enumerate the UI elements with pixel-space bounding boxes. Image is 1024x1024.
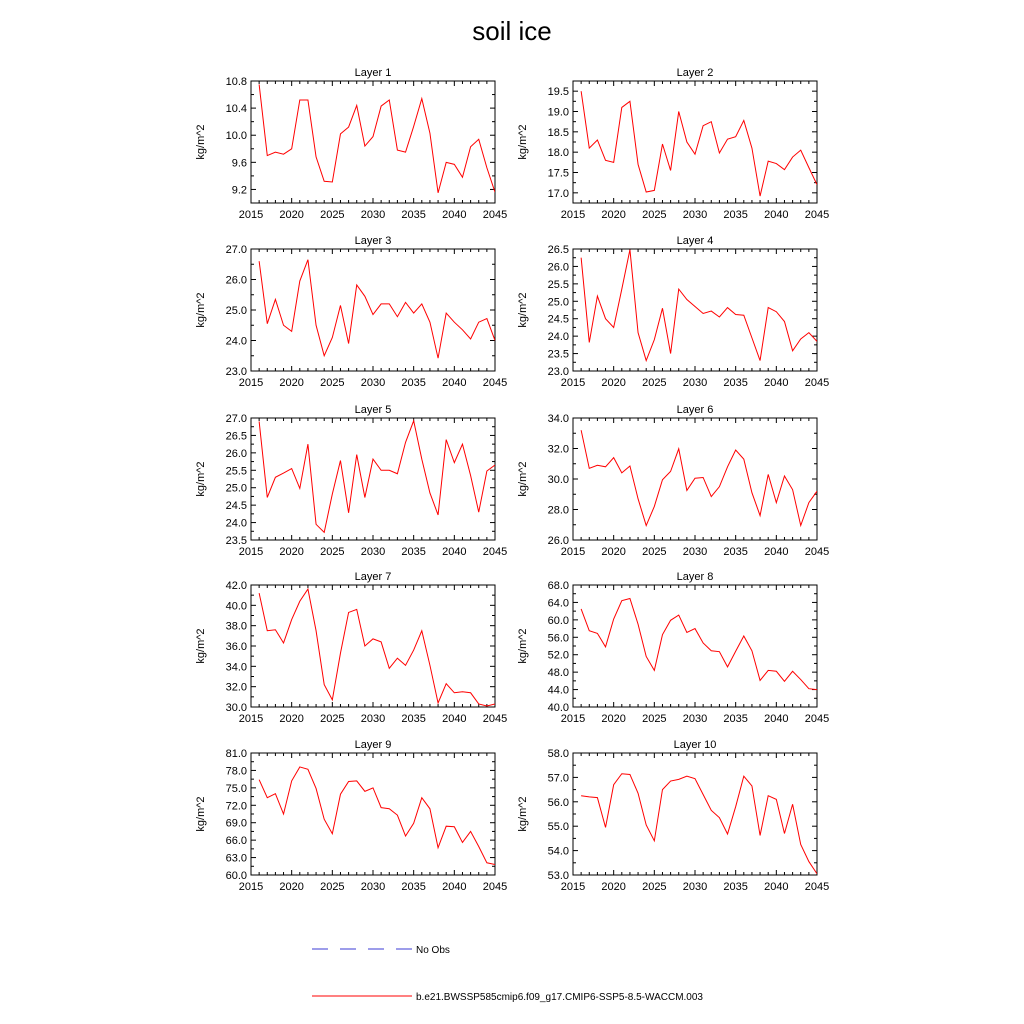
series-line [259, 589, 495, 706]
y-tick-label: 25.5 [225, 465, 247, 478]
x-tick-label: 2025 [642, 546, 667, 558]
x-tick-label: 2020 [279, 881, 304, 893]
series-line [581, 430, 817, 525]
y-tick-label: 40.0 [225, 600, 247, 613]
y-tick-label: 23.0 [547, 366, 569, 378]
x-tick-label: 2040 [764, 377, 789, 389]
plot-frame [251, 418, 495, 540]
y-tick-label: 18.5 [547, 126, 569, 139]
x-tick-label: 2015 [560, 881, 586, 893]
x-tick-label: 2040 [764, 713, 789, 725]
plot-frame [573, 753, 817, 875]
y-tick-label: 24.5 [225, 500, 247, 513]
panel-title: Layer 9 [354, 739, 392, 751]
x-tick-label: 2025 [320, 546, 345, 558]
x-tick-label: 2030 [682, 713, 708, 725]
chart-panel-9 [195, 739, 507, 893]
y-tick-label: 40.0 [547, 702, 569, 714]
y-tick-label: 52.0 [547, 649, 569, 662]
panel-title: Layer 7 [354, 571, 392, 583]
y-tick-label: 53.0 [547, 870, 569, 882]
x-tick-label: 2020 [601, 377, 626, 389]
x-tick-label: 2040 [442, 881, 467, 893]
y-tick-label: 23.5 [547, 348, 569, 361]
x-tick-label: 2020 [279, 713, 304, 725]
x-tick-label: 2020 [601, 881, 626, 893]
chart-panel-6 [517, 404, 829, 558]
y-tick-label: 34.0 [547, 413, 569, 425]
x-tick-label: 2045 [482, 881, 508, 893]
y-axis-label: kg/m^2 [517, 461, 529, 497]
y-tick-label: 60.0 [225, 870, 247, 882]
y-tick-label: 69.0 [225, 817, 247, 830]
x-tick-label: 2020 [279, 377, 304, 389]
y-tick-label: 9.6 [231, 157, 247, 170]
y-tick-label: 66.0 [225, 835, 247, 848]
plot-frame [573, 249, 817, 371]
y-axis-label: kg/m^2 [517, 628, 529, 664]
x-tick-label: 2035 [723, 713, 748, 725]
x-tick-label: 2035 [723, 546, 748, 558]
panel-title: Layer 10 [673, 739, 717, 751]
y-tick-label: 30.0 [547, 474, 569, 486]
x-tick-label: 2030 [360, 377, 386, 389]
y-tick-label: 10.4 [225, 103, 247, 116]
y-tick-label: 56.0 [547, 796, 569, 809]
y-tick-label: 26.5 [547, 244, 569, 256]
y-tick-label: 24.0 [225, 517, 247, 530]
y-tick-label: 17.5 [547, 167, 569, 180]
x-tick-label: 2045 [482, 713, 508, 725]
panel-title: Layer 4 [676, 235, 714, 247]
x-tick-label: 2045 [482, 209, 508, 221]
x-tick-label: 2040 [442, 209, 467, 221]
x-tick-label: 2045 [804, 713, 830, 725]
y-tick-label: 58.0 [547, 748, 569, 760]
panel-title: Layer 6 [676, 404, 714, 416]
y-axis-label: kg/m^2 [195, 796, 207, 832]
series-line [259, 260, 495, 359]
y-tick-label: 28.0 [547, 504, 569, 517]
x-tick-label: 2025 [320, 881, 345, 893]
x-tick-label: 2035 [401, 546, 426, 558]
x-tick-label: 2040 [442, 713, 467, 725]
chart-panel-3 [195, 235, 507, 389]
x-tick-label: 2035 [723, 209, 748, 221]
y-tick-label: 56.0 [547, 632, 569, 645]
plot-frame [573, 585, 817, 707]
y-tick-label: 34.0 [225, 661, 247, 674]
x-tick-label: 2035 [401, 377, 426, 389]
chart-panel-5 [195, 404, 507, 558]
x-tick-label: 2025 [642, 377, 667, 389]
y-tick-label: 72.0 [225, 800, 247, 813]
y-tick-label: 23.5 [225, 535, 247, 547]
chart-panel-1 [195, 67, 507, 221]
x-tick-label: 2025 [320, 713, 345, 725]
x-tick-label: 2020 [601, 209, 626, 221]
x-tick-label: 2015 [560, 377, 586, 389]
plot-frame [573, 81, 817, 203]
y-tick-label: 32.0 [225, 681, 247, 694]
y-tick-label: 38.0 [225, 620, 247, 633]
x-tick-label: 2035 [401, 881, 426, 893]
y-axis-label: kg/m^2 [517, 292, 529, 328]
y-tick-label: 68.0 [547, 580, 569, 592]
y-tick-label: 26.0 [547, 261, 569, 274]
x-tick-label: 2030 [682, 377, 708, 389]
y-tick-label: 25.5 [547, 278, 569, 291]
plot-frame [251, 753, 495, 875]
x-tick-label: 2025 [642, 209, 667, 221]
y-tick-label: 24.0 [225, 335, 247, 348]
x-tick-label: 2035 [723, 377, 748, 389]
x-tick-label: 2030 [360, 713, 386, 725]
series-line [259, 84, 495, 192]
x-tick-label: 2040 [764, 209, 789, 221]
x-tick-label: 2030 [682, 881, 708, 893]
plot-frame [251, 81, 495, 203]
legend-model-label: b.e21.BWSSP585cmip6.f09_g17.CMIP6-SSP5-8.5-WACCM.003 [416, 992, 703, 1003]
x-tick-label: 2030 [682, 209, 708, 221]
x-tick-label: 2030 [360, 881, 386, 893]
y-axis-label: kg/m^2 [195, 292, 207, 328]
y-tick-label: 42.0 [225, 580, 247, 592]
x-tick-label: 2025 [642, 713, 667, 725]
y-tick-label: 26.0 [225, 447, 247, 460]
y-tick-label: 24.0 [547, 331, 569, 344]
x-tick-label: 2040 [442, 546, 467, 558]
y-tick-label: 18.0 [547, 147, 569, 160]
plot-frame [251, 249, 495, 371]
chart-panels [195, 67, 829, 893]
y-tick-label: 55.0 [547, 821, 569, 834]
y-tick-label: 17.0 [547, 187, 569, 200]
x-tick-label: 2015 [560, 546, 586, 558]
y-tick-label: 27.0 [225, 413, 247, 425]
legend [312, 945, 703, 1003]
y-tick-label: 25.0 [225, 482, 247, 495]
y-axis-label: kg/m^2 [517, 796, 529, 832]
y-axis-label: kg/m^2 [195, 628, 207, 664]
chart-panel-4 [517, 235, 829, 389]
y-tick-label: 24.5 [547, 313, 569, 326]
series-line [581, 599, 817, 690]
y-tick-label: 60.0 [547, 614, 569, 627]
x-tick-label: 2020 [601, 713, 626, 725]
x-tick-label: 2015 [238, 546, 264, 558]
y-axis-label: kg/m^2 [195, 124, 207, 160]
page-title: soil ice [472, 16, 552, 46]
series-line [259, 421, 495, 533]
x-tick-label: 2045 [804, 546, 830, 558]
y-tick-label: 64.0 [547, 597, 569, 610]
x-tick-label: 2045 [482, 546, 508, 558]
x-tick-label: 2035 [401, 209, 426, 221]
x-tick-label: 2030 [360, 546, 386, 558]
x-tick-label: 2040 [764, 546, 789, 558]
series-line [581, 774, 817, 874]
panel-title: Layer 3 [354, 235, 392, 247]
y-tick-label: 25.0 [225, 305, 247, 317]
x-tick-label: 2015 [238, 713, 264, 725]
legend-obs-label: No Obs [416, 945, 450, 956]
y-tick-label: 78.0 [225, 765, 247, 778]
plot-frame [251, 585, 495, 707]
y-axis-label: kg/m^2 [195, 461, 207, 497]
x-tick-label: 2025 [642, 881, 667, 893]
series-line [259, 767, 495, 865]
x-tick-label: 2040 [764, 881, 789, 893]
x-tick-label: 2030 [682, 546, 708, 558]
y-tick-label: 44.0 [547, 684, 569, 697]
y-tick-label: 48.0 [547, 667, 569, 680]
y-tick-label: 19.0 [547, 106, 569, 119]
x-tick-label: 2045 [482, 377, 508, 389]
x-tick-label: 2020 [601, 546, 626, 558]
x-tick-label: 2035 [401, 713, 426, 725]
x-tick-label: 2015 [238, 881, 264, 893]
y-tick-label: 9.2 [231, 184, 247, 197]
x-tick-label: 2025 [320, 377, 345, 389]
chart-panel-2 [517, 67, 829, 221]
y-tick-label: 26.5 [225, 430, 247, 443]
y-tick-label: 10.0 [225, 130, 247, 143]
x-tick-label: 2015 [560, 713, 586, 725]
panel-title: Layer 1 [354, 67, 392, 79]
y-tick-label: 63.0 [225, 852, 247, 865]
y-tick-label: 32.0 [547, 443, 569, 456]
y-tick-label: 10.8 [225, 76, 247, 88]
x-tick-label: 2015 [238, 209, 264, 221]
panel-title: Layer 8 [676, 571, 714, 583]
series-line [581, 91, 817, 196]
x-tick-label: 2035 [723, 881, 748, 893]
y-tick-label: 19.5 [547, 86, 569, 99]
y-tick-label: 75.0 [225, 782, 247, 795]
chart-panel-7 [195, 571, 507, 725]
x-tick-label: 2025 [320, 209, 345, 221]
x-tick-label: 2045 [804, 209, 830, 221]
y-tick-label: 26.0 [225, 274, 247, 287]
y-axis-label: kg/m^2 [517, 124, 529, 160]
y-tick-label: 25.0 [547, 296, 569, 309]
chart-panel-8 [517, 571, 829, 725]
chart-panel-10 [517, 739, 829, 893]
x-tick-label: 2040 [442, 377, 467, 389]
x-tick-label: 2045 [804, 881, 830, 893]
series-line [581, 250, 817, 361]
x-tick-label: 2020 [279, 209, 304, 221]
y-tick-label: 36.0 [225, 641, 247, 653]
y-tick-label: 54.0 [547, 845, 569, 858]
panel-title: Layer 5 [354, 404, 392, 416]
x-tick-label: 2030 [360, 209, 386, 221]
x-tick-label: 2020 [279, 546, 304, 558]
y-tick-label: 26.0 [547, 535, 569, 547]
x-tick-label: 2015 [560, 209, 586, 221]
y-tick-label: 57.0 [547, 772, 569, 785]
y-tick-label: 81.0 [225, 748, 247, 760]
y-tick-label: 30.0 [225, 702, 247, 714]
x-tick-label: 2045 [804, 377, 830, 389]
y-tick-label: 23.0 [225, 366, 247, 378]
y-tick-label: 27.0 [225, 244, 247, 256]
panel-title: Layer 2 [676, 67, 714, 79]
x-tick-label: 2015 [238, 377, 264, 389]
